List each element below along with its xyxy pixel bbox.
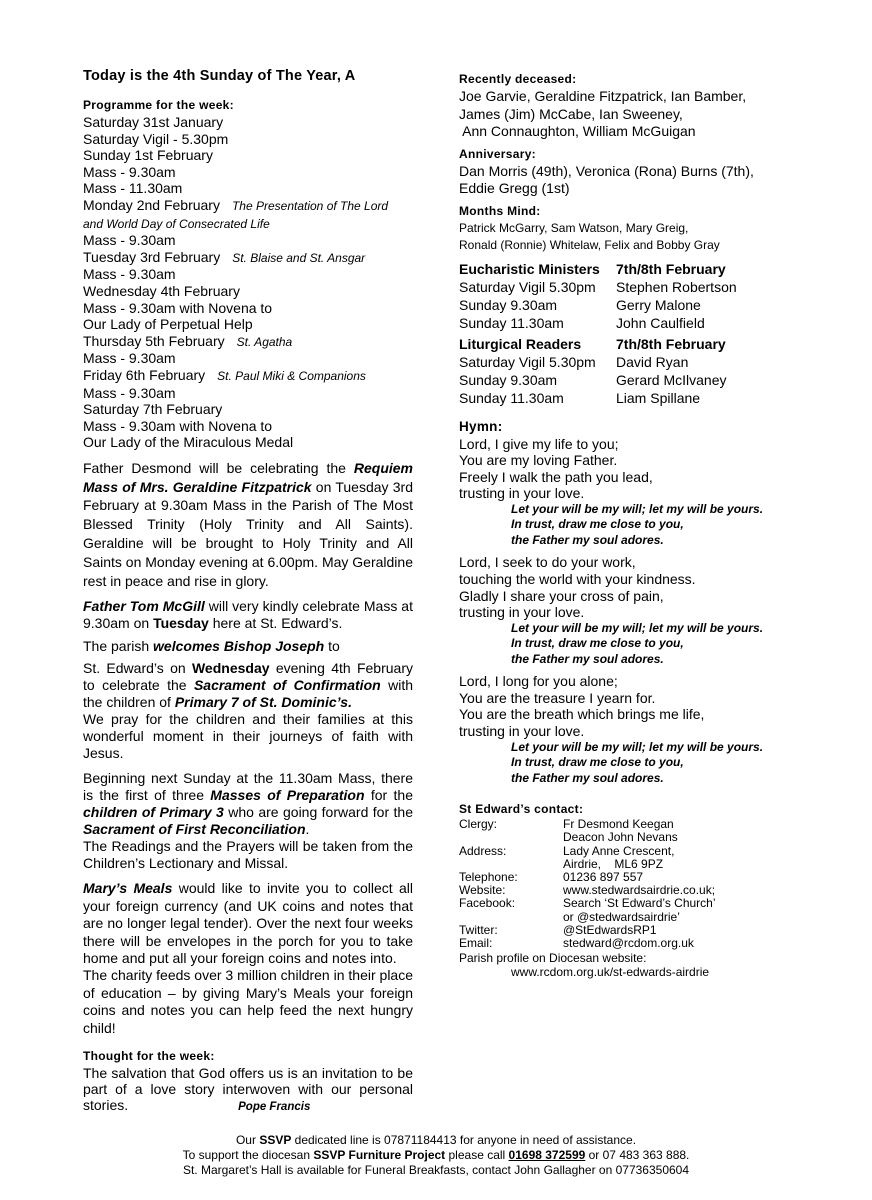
first-reconciliation-highlight: Sacrament of First Reconciliation	[83, 821, 306, 838]
contact-value: stedward@rcdom.org.uk	[563, 935, 694, 950]
months-mind-line: Patrick McGarry, Sam Watson, Mary Greig,	[459, 220, 689, 235]
deceased-line: James (Jim) McCabe, Ian Sweeney,	[459, 105, 683, 122]
readers-row	[459, 353, 726, 371]
profile-label: Parish profile on Diocesan website:	[459, 951, 647, 966]
hymn-chorus	[459, 740, 779, 787]
programme-line	[83, 266, 413, 283]
mcgill-day: Tuesday	[153, 615, 209, 632]
hymn-line: Freely I walk the path you lead,	[459, 468, 653, 485]
liturgical-readers-table	[459, 335, 726, 407]
programme-liturgy-note: and World Day of Consecrated Life	[83, 216, 270, 231]
programme-line	[83, 333, 413, 351]
programme-line	[83, 180, 413, 197]
programme-line	[83, 215, 413, 233]
programme-line-text: Thursday 5th February	[83, 332, 225, 349]
mcgill-notice	[83, 598, 413, 632]
hymn-line: Lord, I seek to do your work,	[459, 554, 636, 571]
footer-furniture-project: SSVP Furniture Project	[313, 1148, 446, 1163]
mcgill-name: Father Tom McGill	[83, 598, 205, 615]
contact-label: Website:	[459, 883, 506, 898]
hymn-chorus	[459, 502, 779, 549]
programme-liturgy-note: St. Paul Miki & Companions	[217, 368, 366, 383]
eucharistic-header-row	[459, 260, 737, 278]
programme-line-text: Saturday 7th February	[83, 401, 223, 418]
reconciliation-text-1: Beginning next Sunday at the 11.30am Mass, there is the first of three	[83, 770, 413, 804]
eucharistic-row	[459, 278, 737, 296]
reconciliation-text-4: .	[305, 821, 310, 838]
footer-furniture-line	[0, 1148, 872, 1163]
reconciliation-text-2: for the	[364, 787, 413, 804]
bishop-text-3: St. Edward’s on	[83, 660, 192, 677]
readers-mass-time: Sunday 11.30am	[459, 389, 564, 406]
bishop-text-4: evening 4th February to celebrate the	[83, 660, 413, 694]
contact-section	[459, 802, 779, 979]
eucharistic-heading: Eucharistic Ministers	[459, 260, 600, 277]
eucharistic-date: 7th/8th February	[616, 260, 726, 277]
reconciliation-text-3: who are going forward for the	[223, 804, 413, 821]
mcgill-text-1: will very kindly celebrate Mass at 9.30am on	[83, 598, 413, 632]
deceased-line: Joe Garvie, Geraldine Fitzpatrick, Ian Bamber,	[459, 88, 747, 104]
readers-row	[459, 371, 726, 389]
readers-minister-name: David Ryan	[616, 353, 689, 370]
contact-value: @StEdwardsRP1	[563, 922, 657, 937]
footer-phone-link[interactable]: 01698 372599	[508, 1148, 586, 1163]
confirmation-highlight: Sacrament of Confirmation	[193, 677, 381, 694]
programme-line	[83, 147, 413, 164]
programme-line-text: Mass - 9.30am	[83, 350, 176, 367]
hymn-line: You are the treasure I yearn for.	[459, 689, 656, 706]
eucharistic-row	[459, 314, 737, 332]
programme-line-text: Saturday Vigil - 5.30pm	[83, 130, 229, 147]
eucharistic-mass-time: Sunday 9.30am	[459, 296, 558, 313]
bishop-notice	[83, 638, 413, 762]
thought-heading: Thought for the week:	[83, 1049, 215, 1064]
footer-hall-line: St. Margaret’s Hall is available for Funeral Breakfasts, contact John Gallagher on 07736350604	[182, 1163, 690, 1178]
primary7-highlight: Primary 7 of St. Dominic’s.	[174, 694, 352, 711]
reconciliation-notice	[83, 770, 413, 872]
programme-line	[83, 114, 413, 131]
contact-table	[459, 818, 716, 950]
hymn-chorus-line: In trust, draw me close to you,	[511, 517, 684, 532]
programme-heading: Programme for the week:	[83, 98, 234, 112]
programme-line-text: Sunday 1st February	[83, 147, 213, 164]
programme-line	[83, 300, 413, 317]
eucharistic-minister-name: John Caulfield	[616, 314, 705, 331]
contact-row	[459, 937, 716, 950]
contact-value: or @stedwardsairdrie’	[563, 909, 680, 924]
eucharistic-row	[459, 296, 737, 314]
hymn-chorus-line: the Father my soul adores.	[511, 770, 664, 785]
programme-line	[83, 232, 413, 249]
bishop-text-1: The parish	[83, 638, 154, 655]
programme-line-text: Mass - 9.30am	[83, 384, 176, 401]
programme-line-text: Friday 6th February	[83, 366, 206, 383]
programme-list	[83, 114, 413, 451]
hymn-line: Lord, I give my life to you;	[459, 435, 619, 452]
requiem-text-2: on Tuesday 3rd February at 9.30am Mass in the Parish of The Most Blessed Trinity (Holy Trinity and All Saints). Geraldine will be brought to Holy Trinity and All Saints on Monday evening at 6.00pm. May Geraldine rest in peace and rise in glory.	[83, 478, 413, 589]
marys-meals-notice	[83, 880, 413, 1037]
anniversary	[459, 147, 779, 198]
marys-meals-text-1: would like to invite you to collect all your foreign currency (and UK coins and notes that are no longer legal tender). Over the next four weeks there will be envelopes in the porch for you to take home and put all your foreign coins and notes into.	[83, 880, 414, 967]
footer-text: Our	[235, 1133, 260, 1147]
programme-line-text: Our Lady of the Miraculous Medal	[83, 434, 294, 451]
readers-minister-name: Gerard McIlvaney	[616, 371, 727, 388]
bishop-text-5: with the children of	[83, 677, 413, 711]
contact-value: 01236 897 557	[563, 869, 644, 884]
contact-value: Fr Desmond Keegan	[563, 817, 674, 832]
months-mind-heading: Months Mind:	[459, 203, 541, 218]
requiem-text-1: Father Desmond will be celebrating the	[83, 459, 354, 476]
eucharistic-ministers-table	[459, 260, 737, 332]
programme-line	[83, 316, 413, 333]
eucharistic-mass-time: Saturday Vigil 5.30pm	[459, 278, 596, 295]
contact-label	[459, 858, 563, 871]
contact-label: Address:	[459, 843, 507, 858]
contact-value: Search ‘St Edward’s Church’	[563, 896, 716, 911]
months-mind-list	[459, 220, 779, 255]
right-column	[459, 72, 779, 979]
hymn-line: Gladly I share your cross of pain,	[459, 587, 664, 604]
masses-preparation-highlight: Masses of Preparation	[210, 787, 365, 804]
readers-heading: Liturgical Readers	[459, 335, 582, 352]
hymn-heading: Hymn:	[459, 418, 503, 434]
hymn-chorus-line: Let your will be my will; let my will be yours.	[511, 739, 764, 754]
hymn-chorus-line: Let your will be my will; let my will be yours.	[511, 501, 764, 516]
requiem-highlight: Requiem Mass of Mrs. Geraldine Fitzpatrick	[83, 459, 413, 495]
contact-row	[459, 858, 716, 871]
programme-line-text: Mass - 9.30am	[83, 232, 176, 249]
hymn-chorus-line: In trust, draw me close to you,	[511, 636, 684, 651]
programme-line	[83, 434, 413, 451]
contact-heading: St Edward’s contact:	[459, 802, 584, 817]
anniversary-list	[459, 163, 779, 198]
readers-header-row	[459, 335, 726, 353]
programme-line-text: Our Lady of Perpetual Help	[83, 316, 253, 333]
programme-liturgy-note: The Presentation of The Lord	[231, 198, 389, 213]
hymn-chorus-line: Let your will be my will; let my will be yours.	[511, 620, 764, 635]
requiem-notice	[83, 459, 413, 591]
hymn-chorus-line: the Father my soul adores.	[511, 532, 664, 547]
contact-value: www.stedwardsairdrie.co.uk;	[563, 883, 716, 898]
deceased-list	[459, 88, 779, 141]
hymn-verse	[459, 436, 779, 502]
hymn-verse	[459, 673, 779, 739]
readers-mass-time: Saturday Vigil 5.30pm	[459, 353, 596, 370]
hymn	[459, 419, 779, 787]
primary3-highlight: children of Primary 3	[83, 804, 224, 821]
deceased-line: Ann Connaughton, William McGuigan	[459, 123, 696, 139]
hymn-chorus	[459, 621, 779, 668]
hymn-line: You are my loving Father.	[459, 452, 618, 469]
programme-line-text: Mass - 9.30am with Novena to	[83, 417, 273, 434]
anniversary-heading: Anniversary:	[459, 146, 536, 161]
programme-line-text: Monday 2nd February	[83, 196, 220, 213]
programme-line	[83, 367, 413, 385]
programme-line	[83, 418, 413, 435]
programme-line	[83, 385, 413, 402]
contact-label: Email:	[459, 935, 493, 950]
footer-ssvp-line	[0, 1133, 872, 1148]
programme-line	[83, 401, 413, 418]
hymn-line: You are the breath which brings me life,	[459, 706, 705, 723]
bishop-day: Wednesday	[191, 660, 270, 677]
contact-label: Twitter:	[459, 922, 498, 937]
mcgill-text-2: here at St. Edward’s.	[208, 615, 343, 632]
contact-value: Airdrie, ML6 9PZ	[563, 856, 664, 871]
hymn-line: Lord, I long for you alone;	[459, 673, 618, 690]
programme-line	[83, 164, 413, 181]
programme-line-text: Wednesday 4th February	[83, 282, 240, 299]
programme-line-text: Mass - 9.30am with Novena to	[83, 299, 273, 316]
contact-label	[459, 831, 563, 844]
programme-liturgy-note: St. Blaise and St. Ansgar	[232, 250, 366, 265]
programme-line-text: Mass - 9.30am	[83, 163, 176, 180]
programme-line	[83, 249, 413, 267]
anniversary-line: Eddie Gregg (1st)	[459, 180, 570, 196]
programme-line-text: Tuesday 3rd February	[83, 248, 221, 265]
programme-line	[83, 350, 413, 367]
contact-row	[459, 924, 716, 937]
page-title: Today is the 4th Sunday of The Year, A	[83, 68, 356, 84]
programme-line-text: Mass - 11.30am	[83, 180, 183, 197]
marys-meals-name: Mary’s Meals	[83, 880, 173, 897]
anniversary-line: Dan Morris (49th), Veronica (Rona) Burns (7th),	[459, 162, 754, 179]
contact-value: Lady Anne Crescent,	[563, 843, 675, 858]
hymn-verses	[459, 436, 779, 787]
marys-meals-text-2: The charity feeds over 3 million children in their place of education – by giving Mary’s Meals your foreign coins and notes you can help feed the next hungry child!	[83, 967, 413, 1036]
hymn-line: trusting in your love.	[459, 723, 585, 740]
hymn-chorus-line: In trust, draw me close to you,	[511, 755, 684, 770]
contact-label	[459, 911, 563, 924]
programme-line	[83, 283, 413, 300]
thought-text: The salvation that God offers us is an invitation to be part of a love story interwoven with our personal stories.	[83, 1065, 413, 1114]
months-mind	[459, 204, 779, 255]
contact-label: Facebook:	[459, 896, 516, 911]
contact-row	[459, 911, 716, 924]
hymn-chorus-line: the Father my soul adores.	[511, 651, 664, 666]
hymn-line: touching the world with your kindness.	[459, 570, 696, 587]
footer-text: dedicated line is 07871184413 for anyone in need of assistance.	[291, 1133, 637, 1147]
thought-author: Pope Francis	[238, 1101, 311, 1114]
footer	[0, 1133, 872, 1179]
contact-label: Clergy:	[459, 817, 498, 832]
profile-url[interactable]: www.rcdom.org.uk/st-edwards-airdrie	[511, 965, 710, 980]
eucharistic-minister-name: Stephen Robertson	[616, 278, 737, 295]
programme-line-text: Mass - 9.30am	[83, 266, 176, 283]
months-mind-line: Ronald (Ronnie) Whitelaw, Felix and Bobby Gray	[459, 238, 720, 252]
bishop-prayer: We pray for the children and their families at this wonderful moment in their journeys of faith with Jesus.	[83, 711, 413, 762]
recently-deceased	[459, 72, 779, 141]
footer-ssvp: SSVP	[259, 1133, 292, 1147]
programme-liturgy-note: St. Agatha	[236, 334, 293, 349]
thought-for-week	[83, 1049, 413, 1115]
eucharistic-minister-name: Gerry Malone	[616, 296, 701, 313]
contact-value: Deacon John Nevans	[563, 830, 678, 845]
readers-row	[459, 389, 726, 407]
deceased-heading: Recently deceased:	[459, 72, 577, 86]
readers-minister-name: Liam Spillane	[616, 389, 701, 406]
programme-line	[83, 131, 413, 148]
reconciliation-readings: The Readings and the Prayers will be taken from the Children’s Lectionary and Missal.	[83, 838, 413, 872]
eucharistic-mass-time: Sunday 11.30am	[459, 314, 564, 331]
bishop-highlight: welcomes Bishop Joseph	[153, 638, 325, 655]
contact-label: Telephone:	[459, 869, 518, 884]
bishop-text-2: to	[324, 638, 340, 655]
hymn-line: trusting in your love.	[459, 604, 585, 621]
hymn-verse	[459, 554, 779, 620]
programme-line	[83, 197, 413, 215]
hymn-line: trusting in your love.	[459, 485, 585, 502]
left-column	[83, 68, 413, 1115]
contact-row	[459, 845, 716, 858]
footer-text: please call	[445, 1148, 509, 1163]
readers-mass-time: Sunday 9.30am	[459, 371, 558, 388]
contact-row	[459, 897, 716, 910]
contact-row	[459, 831, 716, 844]
readers-date: 7th/8th February	[616, 335, 726, 352]
footer-text: or 07 483 363 888.	[585, 1148, 690, 1163]
footer-text: To support the diocesan	[182, 1148, 314, 1163]
programme-line-text: Saturday 31st January	[83, 114, 224, 130]
